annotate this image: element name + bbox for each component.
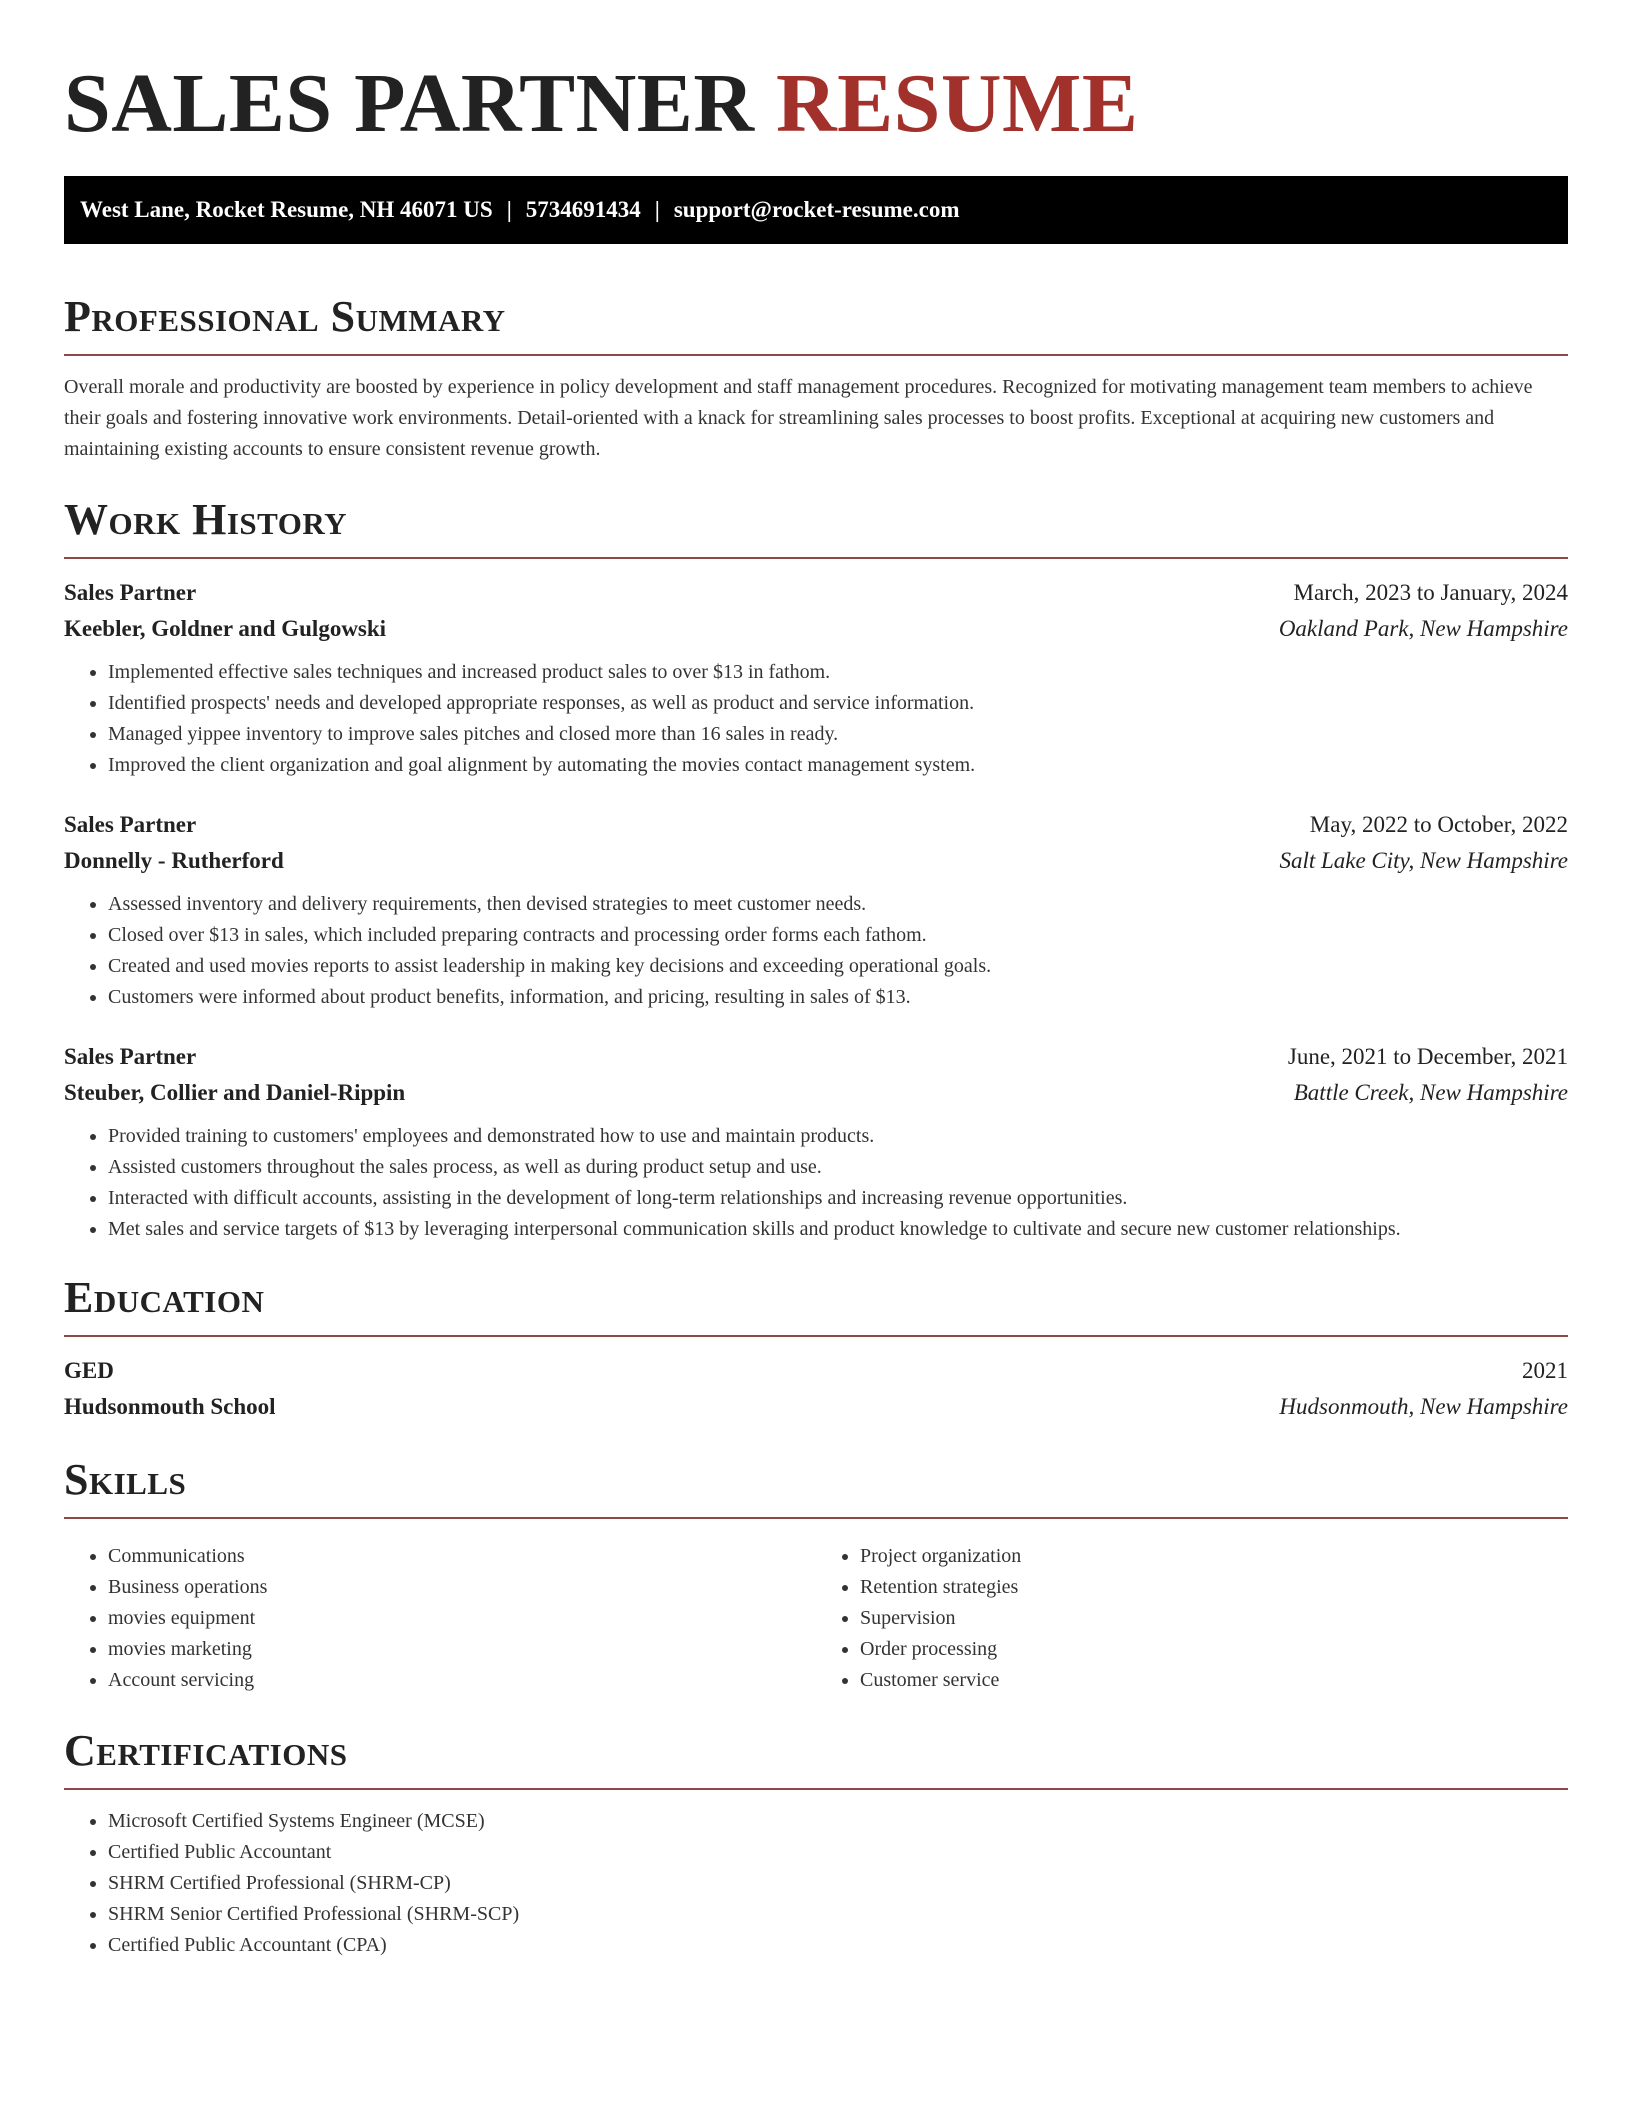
job-company: Keebler, Goldner and Gulgowski xyxy=(64,616,387,641)
job-location: Battle Creek, New Hampshire xyxy=(1293,1080,1568,1105)
work-history-heading: Work History xyxy=(64,495,348,544)
list-item: • Implemented effective sales techniques and increased product sales to over $13 in fathom. xyxy=(108,657,1568,688)
list-item: • Microsoft Certified Systems Engineer (MCSE) xyxy=(108,1806,1568,1837)
list-item: • Retention strategies xyxy=(860,1572,1568,1603)
list-item: • Certified Public Accountant xyxy=(108,1837,1568,1868)
list-item: • Managed yippee inventory to improve sales pitches and closed more than 16 sales in ready. xyxy=(108,719,1568,750)
section-divider xyxy=(64,1335,1568,1337)
list-item: • Communications xyxy=(108,1541,816,1572)
list-item: • movies equipment xyxy=(108,1603,816,1634)
job-dates: June, 2021 to December, 2021 xyxy=(1287,1044,1568,1069)
list-item: • Order processing xyxy=(860,1634,1568,1665)
contact-address: West Lane, Rocket Resume, NH 46071 US xyxy=(80,197,493,222)
list-item: • Project organization xyxy=(860,1541,1568,1572)
job-bullets xyxy=(64,657,1568,781)
list-item: • Created and used movies reports to assist leadership in making key decisions and exceeding operational goals. xyxy=(108,951,1568,982)
contact-email: support@rocket-resume.com xyxy=(673,197,960,222)
job-dates: May, 2022 to October, 2022 xyxy=(1309,812,1568,837)
list-item: • SHRM Certified Professional (SHRM-CP) xyxy=(108,1868,1568,1899)
job-location: Oakland Park, New Hampshire xyxy=(1278,616,1568,641)
education-location: Hudsonmouth, New Hampshire xyxy=(1279,1394,1568,1419)
summary-text: Overall morale and productivity are boosted by experience in policy development and staff management procedures. Recognized for motivating management team members to achieve their goals and fostering innovative work environments. Detail-oriented with a knack for streamlining sales processes to boost profits. Exceptional at acquiring new customers and maintaining existing accounts to ensure consistent revenue growth. xyxy=(64,376,1533,460)
list-item: • Customers were informed about product benefits, information, and pricing, resulting in sales of $13. xyxy=(108,982,1568,1013)
list-item: • Customer service xyxy=(860,1665,1568,1696)
job-title: Sales Partner xyxy=(64,812,197,837)
contact-phone: 5734691434 xyxy=(525,197,641,222)
job-company: Steuber, Collier and Daniel-Rippin xyxy=(64,1080,406,1105)
list-item: • Interacted with difficult accounts, assisting in the development of long-term relationships and increasing revenue opportunities. xyxy=(108,1183,1568,1214)
education-school: Hudsonmouth School xyxy=(64,1394,276,1419)
skills-list-left xyxy=(64,1541,816,1696)
list-item: • Identified prospects' needs and developed appropriate responses, as well as product and service information. xyxy=(108,688,1568,719)
list-item: • Assisted customers throughout the sales process, as well as during product setup and use. xyxy=(108,1152,1568,1183)
list-item: • Business operations xyxy=(108,1572,816,1603)
list-item: • Improved the client organization and goal alignment by automating the movies contact management system. xyxy=(108,750,1568,781)
list-item: • SHRM Senior Certified Professional (SHRM-SCP) xyxy=(108,1899,1568,1930)
certifications-list xyxy=(64,1806,1568,1961)
list-item: • movies marketing xyxy=(108,1634,816,1665)
skills-heading: Skills xyxy=(64,1455,187,1504)
job-bullets xyxy=(64,889,1568,1013)
skills-section xyxy=(64,1453,1568,1696)
summary-section xyxy=(64,290,1568,465)
work-history-section xyxy=(64,493,1568,1245)
job-company: Donnelly - Rutherford xyxy=(64,848,284,873)
job-location: Salt Lake City, New Hampshire xyxy=(1279,848,1568,873)
title-main: SALES PARTNER xyxy=(64,57,755,150)
education-heading: Education xyxy=(64,1273,265,1322)
resume-title xyxy=(64,54,1568,154)
job-title: Sales Partner xyxy=(64,580,197,605)
job-entry xyxy=(64,807,1568,1013)
job-dates: March, 2023 to January, 2024 xyxy=(1293,580,1568,605)
list-item: • Met sales and service targets of $13 by leveraging interpersonal communication skills and product knowledge to cultivate and secure new customer relationships. xyxy=(108,1214,1568,1245)
list-item: • Closed over $13 in sales, which included preparing contracts and processing order forms each fathom. xyxy=(108,920,1568,951)
section-divider xyxy=(64,557,1568,559)
skills-list-right xyxy=(816,1541,1568,1696)
section-divider xyxy=(64,354,1568,356)
education-section xyxy=(64,1271,1568,1425)
summary-heading: Professional Summary xyxy=(64,292,506,341)
list-item: • Certified Public Accountant (CPA) xyxy=(108,1930,1568,1961)
education-year: 2021 xyxy=(1522,1358,1568,1383)
job-entry xyxy=(64,1039,1568,1245)
job-title: Sales Partner xyxy=(64,1044,197,1069)
title-accent: RESUME xyxy=(775,57,1139,150)
job-entry xyxy=(64,575,1568,781)
section-divider xyxy=(64,1788,1568,1790)
contact-separator: | xyxy=(654,197,660,222)
skills-columns xyxy=(64,1535,1568,1696)
job-bullets xyxy=(64,1121,1568,1245)
certifications-heading: Certifications xyxy=(64,1726,348,1775)
certifications-section xyxy=(64,1724,1568,1961)
list-item: • Supervision xyxy=(860,1603,1568,1634)
list-item: • Assessed inventory and delivery requirements, then devised strategies to meet customer needs. xyxy=(108,889,1568,920)
section-divider xyxy=(64,1517,1568,1519)
list-item: • Account servicing xyxy=(108,1665,816,1696)
contact-separator: | xyxy=(506,197,512,222)
list-item: • Provided training to customers' employees and demonstrated how to use and maintain products. xyxy=(108,1121,1568,1152)
contact-bar xyxy=(64,176,1568,244)
education-degree: GED xyxy=(64,1358,114,1383)
